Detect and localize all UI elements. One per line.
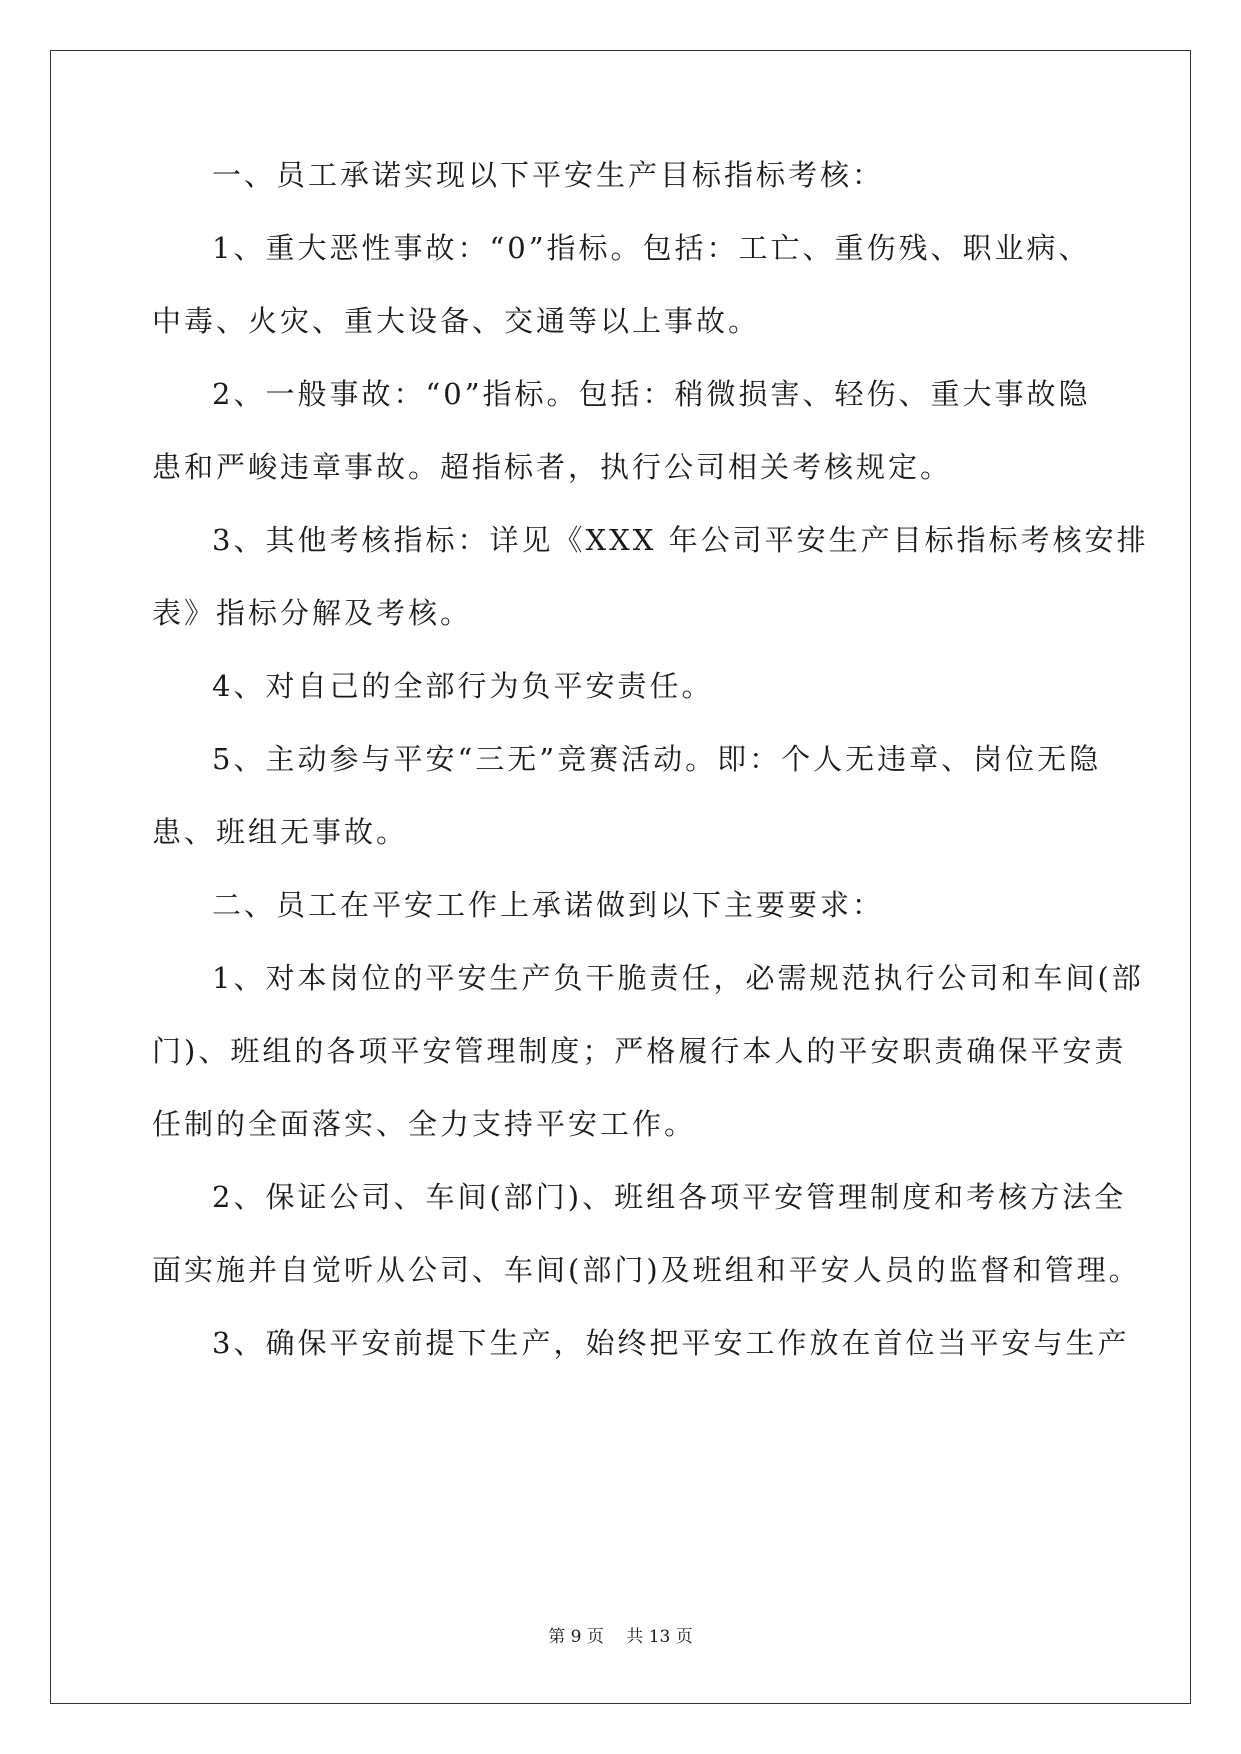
paragraph-line: 2、一般事故：“0”指标。包括：稍微损害、轻伤、重大事故隐 bbox=[212, 377, 1091, 411]
paragraph-line: 表》指标分解及考核。 bbox=[152, 596, 473, 630]
paragraph-line: 面实施并自觉听从公司、车间(部门)及班组和平安人员的监督和管理。 bbox=[152, 1253, 1141, 1287]
paragraph-line: 任制的全面落实、全力支持平安工作。 bbox=[152, 1107, 697, 1141]
paragraph-line: 1、重大恶性事故：“0”指标。包括：工亡、重伤残、职业病、 bbox=[212, 231, 1091, 265]
paragraph-line: 门)、班组的各项平安管理制度；严格履行本人的平安职责确保平安责 bbox=[152, 1034, 1127, 1068]
page-number: 第 9 页 共 13 页 bbox=[548, 1627, 693, 1647]
page-border bbox=[50, 50, 1191, 1704]
paragraph-line: 中毒、火灾、重大设备、交通等以上事故。 bbox=[152, 304, 761, 338]
paragraph-line: 3、确保平安前提下生产，始终把平安工作放在首位当平安与生产 bbox=[212, 1326, 1130, 1360]
section-heading-1: 一、员工承诺实现以下平安生产目标指标考核： bbox=[212, 158, 885, 192]
paragraph-line: 2、保证公司、车间(部门)、班组各项平安管理制度和考核方法全 bbox=[212, 1180, 1127, 1214]
paragraph-line: 患、班组无事故。 bbox=[152, 815, 409, 849]
paragraph-line: 3、其他考核指标：详见《XXX 年公司平安生产目标指标考核安排 bbox=[212, 523, 1149, 557]
paragraph-line: 5、主动参与平安“三无”竞赛活动。即：个人无违章、岗位无隐 bbox=[212, 742, 1102, 776]
paragraph-line: 患和严峻违章事故。超指标者，执行公司相关考核规定。 bbox=[152, 450, 953, 484]
paragraph-line: 4、对自己的全部行为负平安责任。 bbox=[212, 669, 714, 703]
section-heading-2: 二、员工在平安工作上承诺做到以下主要要求： bbox=[212, 888, 885, 922]
paragraph-line: 1、对本岗位的平安生产负干脆责任，必需规范执行公司和车间(部 bbox=[212, 961, 1144, 995]
